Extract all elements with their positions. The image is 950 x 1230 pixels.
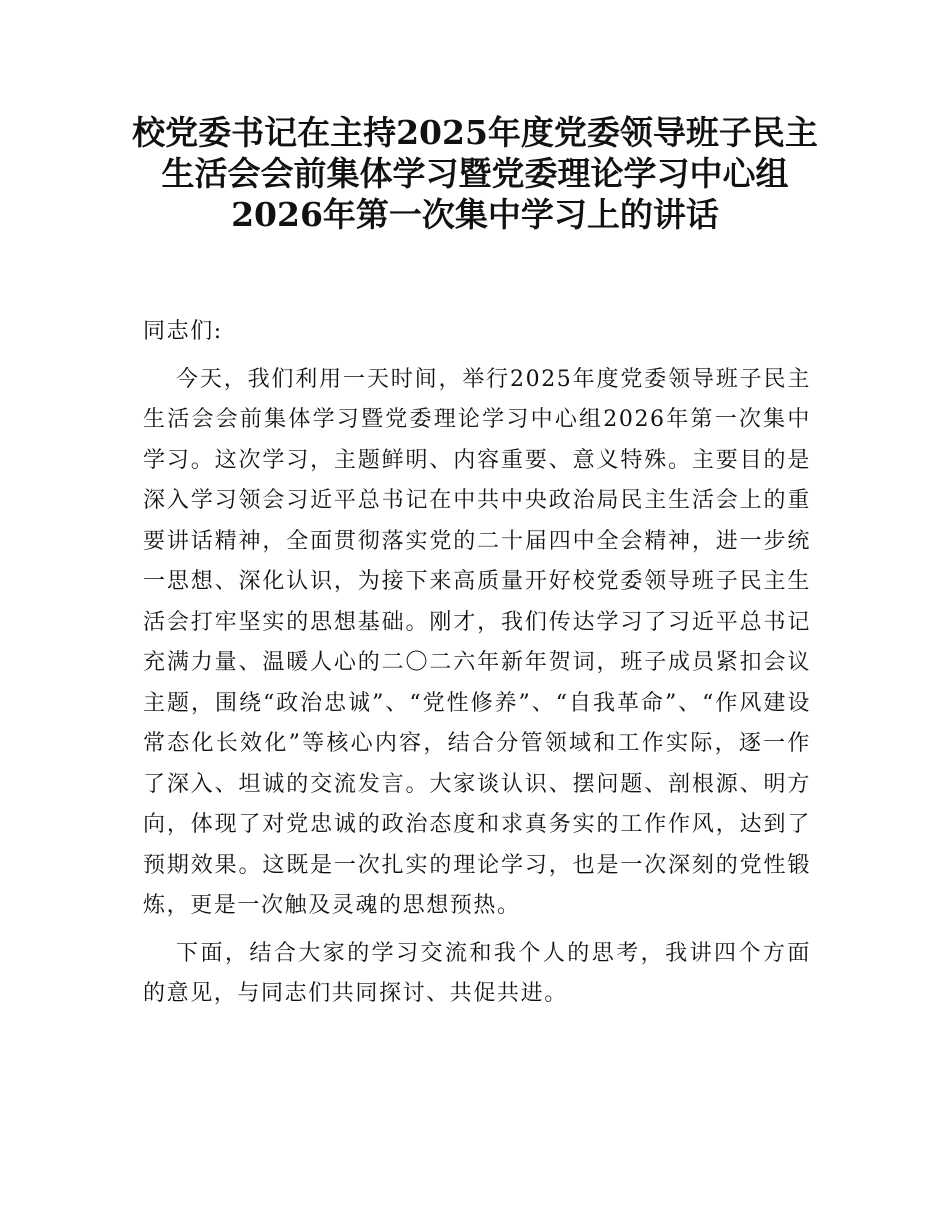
document-title <box>120 112 830 235</box>
salutation: 同志们: <box>143 319 223 344</box>
title-line-2: 生活会会前集体学习暨党委理论学习中心组 <box>161 154 789 193</box>
paragraph-2: 下面，结合大家的学习交流和我个人的思考，我讲四个方面的意见，与同志们共同探讨、共促共进。 <box>143 940 811 1006</box>
title-line-1: 校党委书记在主持2025年度党委领导班子民主 <box>132 113 818 152</box>
title-line-3: 2026年第一次集中学习上的讲话 <box>231 195 719 234</box>
document-body <box>143 312 811 1022</box>
paragraph-1: 今天，我们利用一天时间，举行2025年度党委领导班子民主生活会会前集体学习暨党委理论学习中心组2026年第一次集中学习。这次学习，主题鲜明、内容重要、意义特殊。主要目的是深入学习领会习近平总书记在中共中央政治局民主生活会上的重要讲话精神，全面贯彻落实党的二十届四中全会精神，进一步统一思想、深化认识，为接下来高质量开好校党委领导班子民主生活会打牢坚实的思想基础。刚才，我们传达学习了习近平总书记充满力量、温暖人心的二〇二六年新年贺词，班子成员紧扣会议主题，围绕“政治忠诚”、“党性修养”、“自我革命”、“作风建设常态化长效化”等核心内容，结合分管领域和工作实际，逐一作了深入、坦诚的交流发言。大家谈认识、摆问题、剖根源、明方向，体现了对党忠诚的政治态度和求真务实的工作作风，达到了预期效果。这既是一次扎实的理论学习，也是一次深刻的党性锻炼，更是一次触及灵魂的思想预热。 <box>143 366 811 918</box>
